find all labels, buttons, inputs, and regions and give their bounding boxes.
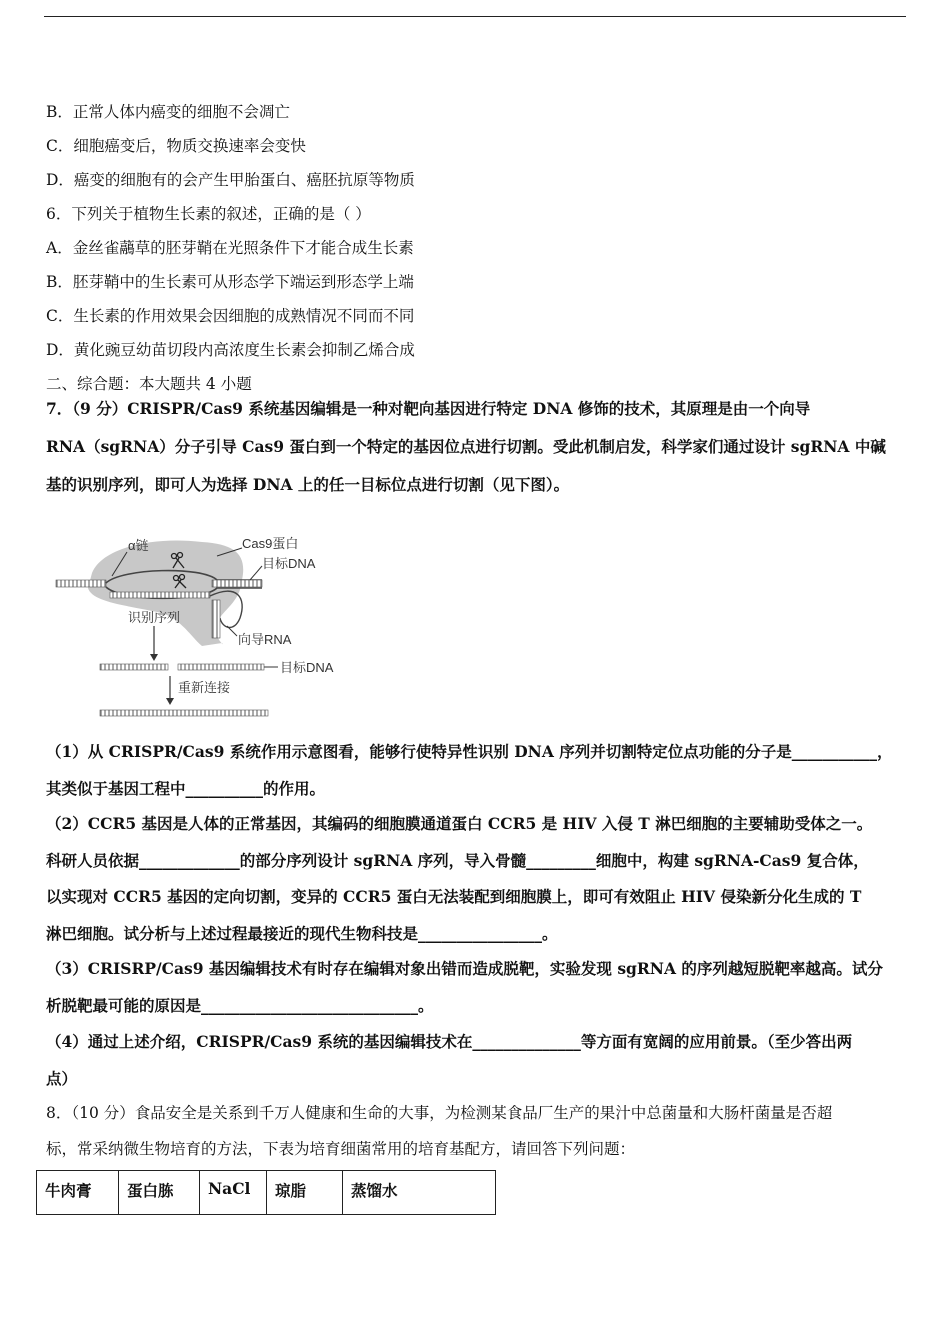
q5-option-c: C．细胞癌变后，物质交换速率会变快 bbox=[46, 137, 306, 155]
table-cell-nacl: NaCl bbox=[200, 1171, 267, 1215]
arrow-down-icon-2 bbox=[166, 698, 174, 705]
table-cell-peptone: 蛋白胨 bbox=[119, 1171, 200, 1215]
label-target-dna-1: 目标DNA bbox=[262, 556, 316, 571]
q6-stem: 6．下列关于植物生长素的叙述，正确的是（ ） bbox=[46, 205, 371, 223]
medium-recipe-table bbox=[36, 1170, 496, 1215]
q6-option-d: D．黄化豌豆幼苗切段内高浓度生长素会抑制乙烯合成 bbox=[46, 341, 415, 359]
q7-part1-line-2: 其类似于基因工程中__________的作用。 bbox=[46, 779, 326, 798]
q8-intro-line-2: 标，常采纳微生物培育的方法，下表为培育细菌常用的培育基配方，请回答下列问题： bbox=[46, 1140, 636, 1158]
q7-part2-line-2: 科研人员依据_____________的部分序列设计 sgRNA 序列，导入骨髓_________细胞中，构建 sgRNA-Cas9 复合体， bbox=[46, 851, 869, 870]
label-alpha-chain: α链 bbox=[128, 538, 149, 553]
label-cas9: Cas9蛋白 bbox=[242, 536, 299, 551]
cut-dna-left bbox=[100, 664, 168, 670]
q7-part4-line-1: （4）通过上述介绍，CRISPR/Cas9 系统的基因编辑技术在______________等方面有宽阔的应用前景。（至少答出两 bbox=[46, 1032, 853, 1051]
q7-part2-line-3: 以实现对 CCR5 基因的定向切割，变异的 CCR5 蛋白无法装配到细胞膜上，即可有效阻止 HIV 侵染新分化生成的 T bbox=[46, 887, 862, 906]
q5-option-b: B．正常人体内癌变的细胞不会凋亡 bbox=[46, 103, 290, 121]
label-recognition-seq: 识别序列 bbox=[128, 610, 181, 625]
section-title: 二、综合题：本大题共 4 小题 bbox=[46, 375, 252, 393]
recognition-seq-bar bbox=[110, 592, 210, 598]
q7-part4-line-2: 点） bbox=[46, 1069, 78, 1088]
label-rejoin: 重新连接 bbox=[178, 680, 231, 695]
q7-intro-line-1: 7．（9 分）CRISPR/Cas9 系统基因编辑是一种对靶向基因进行特定 DNA 修饰的技术，其原理是由一个向导 bbox=[46, 399, 811, 418]
table-cell-agar: 琼脂 bbox=[267, 1171, 343, 1215]
table-row bbox=[37, 1171, 496, 1215]
target-dna-upper-right bbox=[212, 580, 262, 587]
table-cell-water: 蒸馏水 bbox=[343, 1171, 496, 1215]
guide-rna-stem bbox=[212, 600, 220, 638]
cut-dna-right bbox=[178, 664, 264, 670]
header-rule bbox=[44, 16, 906, 17]
q6-option-c: C．生长素的作用效果会因细胞的成熟情况不同而不同 bbox=[46, 307, 415, 325]
q6-option-b: B．胚芽鞘中的生长素可从形态学下端运到形态学上端 bbox=[46, 273, 414, 291]
q7-part1-line-1: （1）从 CRISPR/Cas9 系统作用示意图看，能够行使特异性识别 DNA 序列并切割特定位点功能的分子是___________， bbox=[46, 742, 893, 761]
q7-intro-line-2: RNA（sgRNA）分子引导 Cas9 蛋白到一个特定的基因位点进行切割。受此机制启发，科学家们通过设计 sgRNA 中碱 bbox=[46, 437, 886, 456]
target-dna-upper-left bbox=[56, 580, 106, 587]
rejoined-dna bbox=[100, 710, 268, 716]
q7-intro-line-3: 基的识别序列，即可人为选择 DNA 上的任一目标位点进行切割（见下图）。 bbox=[46, 475, 570, 494]
q6-option-a: A．金丝雀虉草的胚芽鞘在光照条件下才能合成生长素 bbox=[46, 239, 414, 257]
q7-part2-line-4: 淋巴细胞。试分析与上述过程最接近的现代生物科技是________________。 bbox=[46, 924, 558, 943]
q7-part3-line-2: 析脱靶最可能的原因是____________________________。 bbox=[46, 996, 434, 1015]
q7-part3-line-1: （3）CRISRP/Cas9 基因编辑技术有时存在编辑对象出错而造成脱靶，实验发现 sgRNA 的序列越短脱靶率越高。试分 bbox=[46, 959, 883, 978]
crispr-diagram bbox=[52, 528, 352, 728]
label-target-dna-2: 目标DNA bbox=[280, 660, 334, 675]
label-guide-rna: 向导RNA bbox=[238, 632, 292, 647]
q5-option-d: D．癌变的细胞有的会产生甲胎蛋白、癌胚抗原等物质 bbox=[46, 171, 415, 189]
q7-part2-line-1: （2）CCR5 基因是人体的正常基因，其编码的细胞膜通道蛋白 CCR5 是 HIV 入侵 T 淋巴细胞的主要辅助受体之一。 bbox=[46, 814, 873, 833]
table-cell-beef-extract: 牛肉膏 bbox=[37, 1171, 119, 1215]
q8-intro-line-1: 8．（10 分）食品安全是关系到千万人健康和生命的大事，为检测某食品厂生产的果汁中总菌量和大肠杆菌量是否超 bbox=[46, 1104, 833, 1122]
arrow-down-icon bbox=[150, 654, 158, 661]
